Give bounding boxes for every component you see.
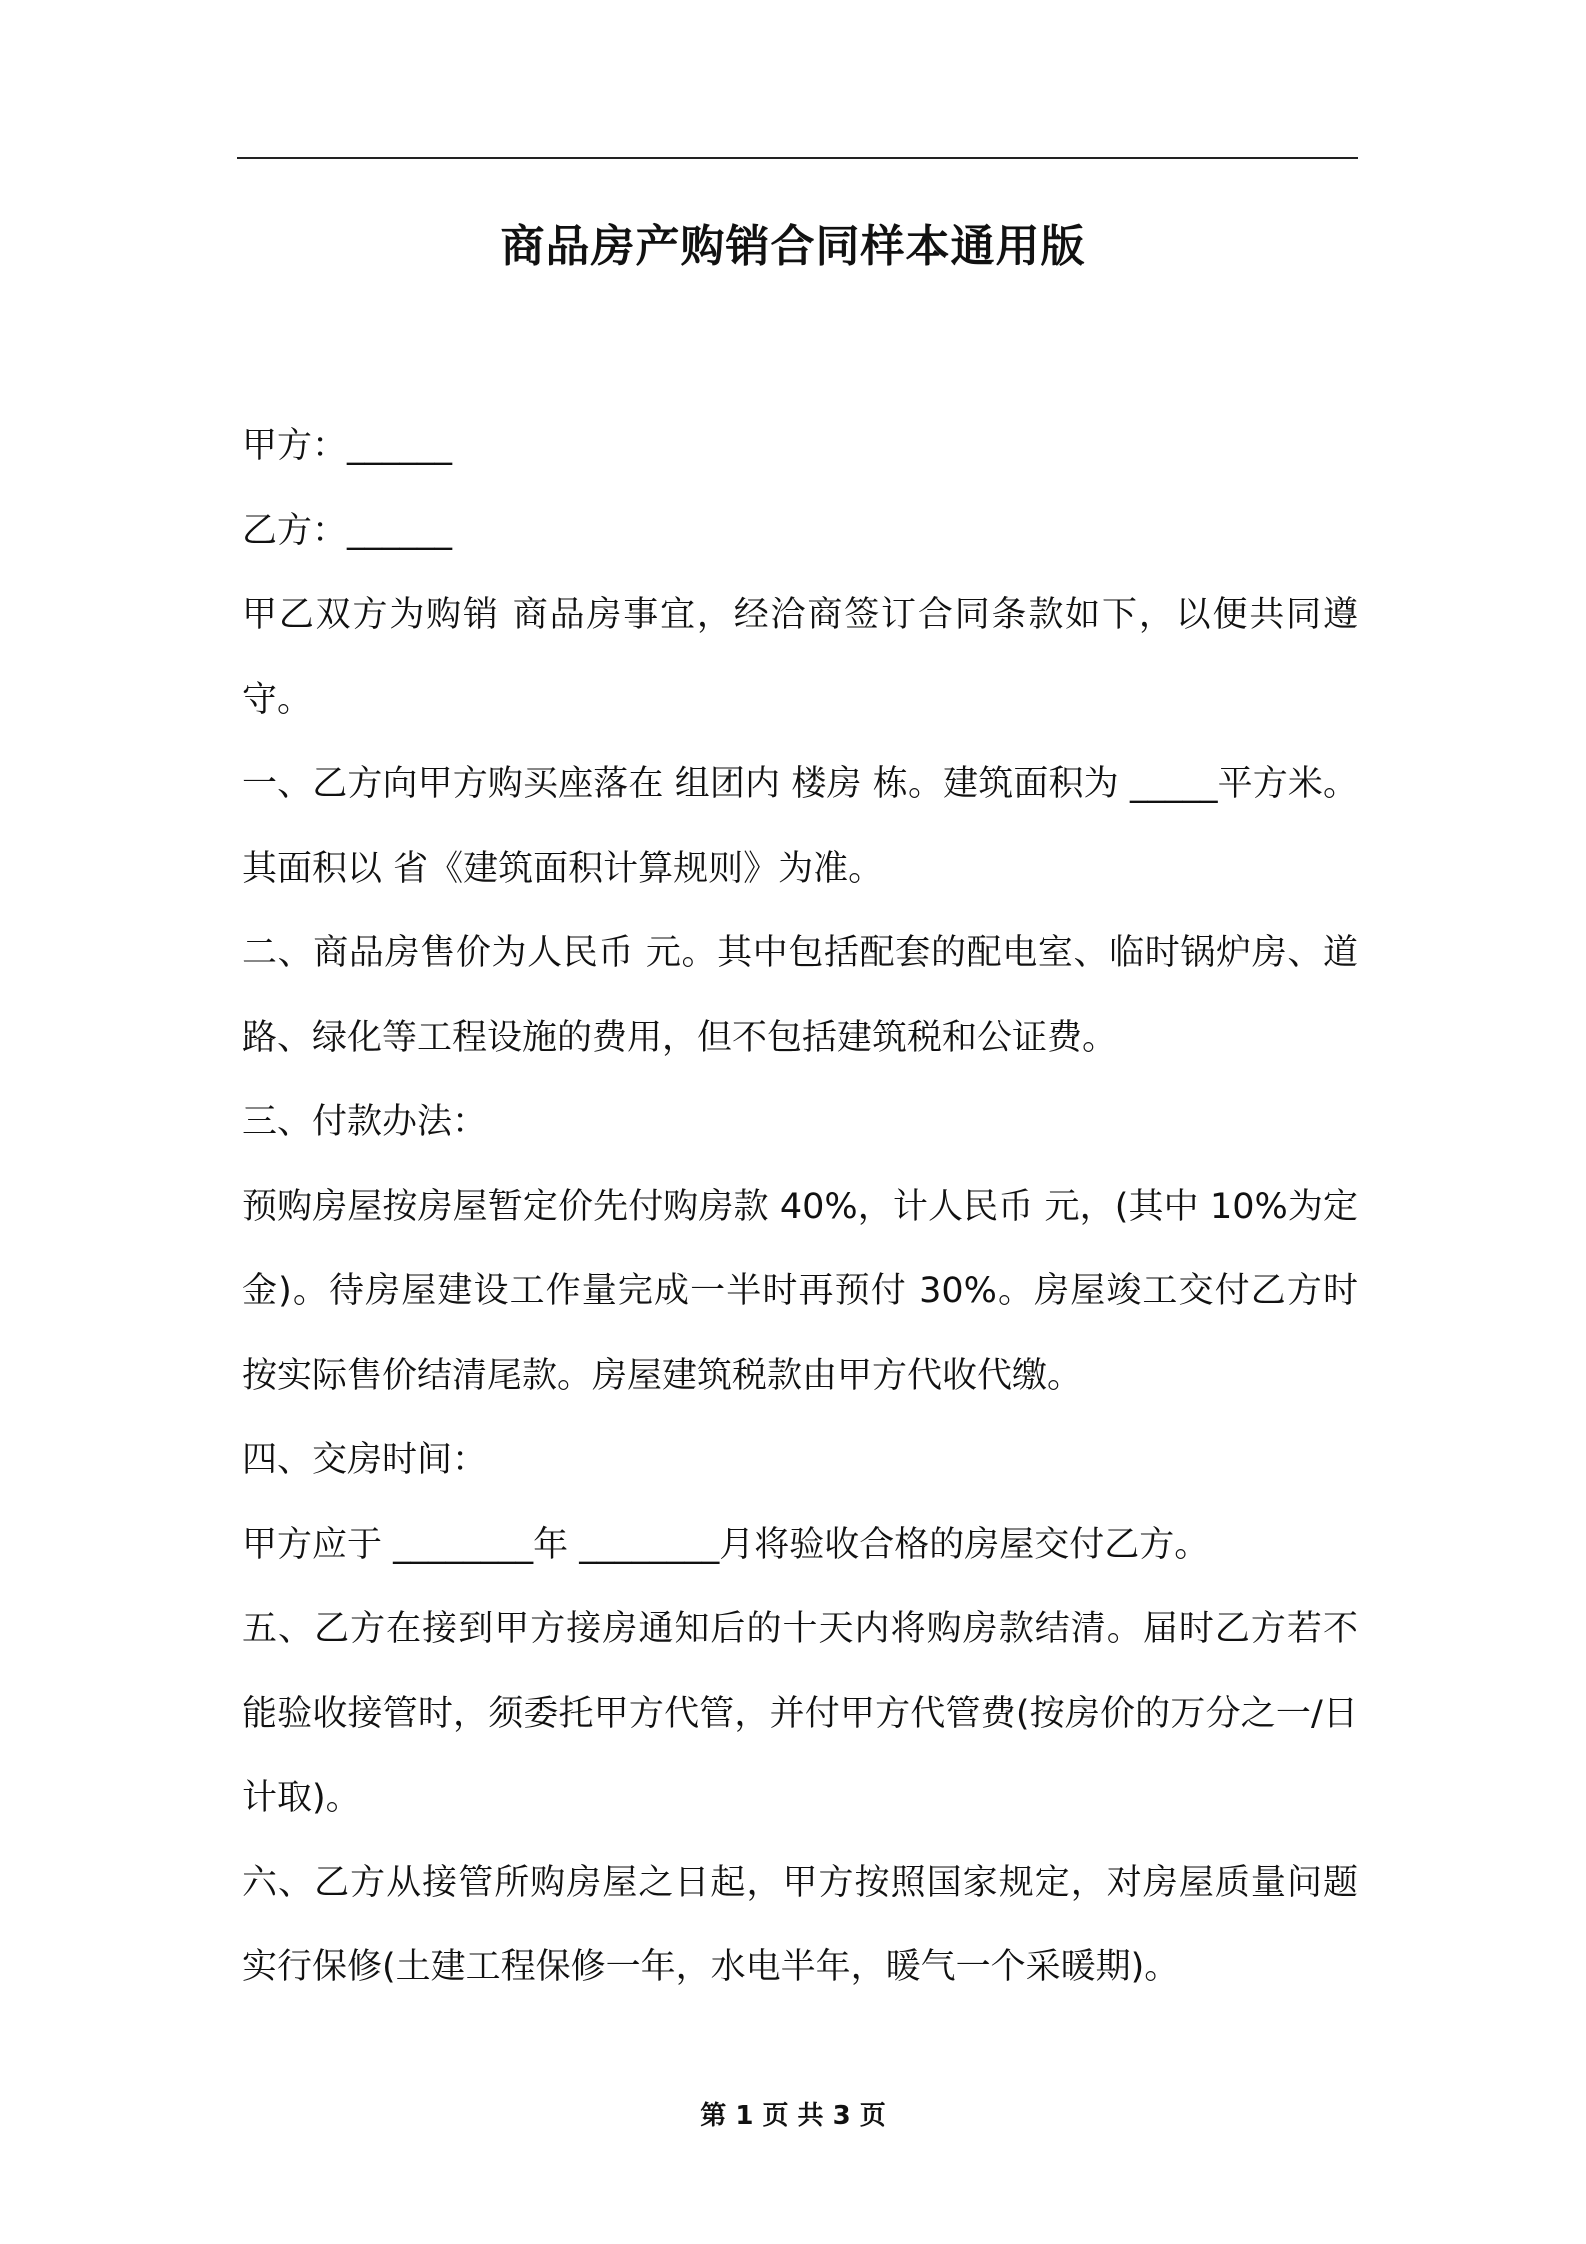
clause-4-body: 甲方应于 ________年 ________月将验收合格的房屋交付乙方。 xyxy=(242,1524,1210,1565)
clause-4-heading: 四、交房时间： xyxy=(242,1440,488,1480)
clause-1: 一、乙方向甲方购买座落在 组团内 楼房 栋。建筑面积为 _____平方米。其面积以 省《建筑面积计算规则》为准。 xyxy=(242,764,1358,889)
document-body xyxy=(242,404,1358,2010)
party-b-line: 乙方：______ xyxy=(242,510,453,551)
clause-5: 五、乙方在接到甲方接房通知后的十天内将购房款结清。届时乙方若不能验收接管时，须委托甲方代管，并付甲方代管费(按房价的万分之一/日计取)。 xyxy=(242,1609,1358,1818)
preamble-paragraph: 甲乙双方为购销 商品房事宜，经洽商签订合同条款如下，以便共同遵守。 xyxy=(242,595,1358,720)
page-number-footer: 第 1 页 共 3 页 xyxy=(700,2101,886,2131)
document-title: 商品房产购销合同样本通用版 xyxy=(500,221,1086,272)
header-rule xyxy=(237,157,1358,159)
clause-3-heading: 三、付款办法： xyxy=(242,1102,488,1142)
party-a-line: 甲方：______ xyxy=(242,426,453,466)
clause-6: 六、乙方从接管所购房屋之日起，甲方按照国家规定，对房屋质量问题实行保修(土建工程保修一年，水电半年，暖气一个采暖期)。 xyxy=(242,1862,1358,1987)
clause-3-body: 预购房屋按房屋暂定价先付购房款 40%，计人民币 元，(其中 10%为定金)。待房屋建设工作量完成一半时再预付 30%。房屋竣工交付乙方时按实际售价结清尾款。房屋建筑税款由甲方代收代缴。 xyxy=(242,1186,1358,1396)
clause-2: 二、商品房售价为人民币 元。其中包括配套的配电室、临时锅炉房、道路、绿化等工程设施的费用，但不包括建筑税和公证费。 xyxy=(242,933,1358,1058)
